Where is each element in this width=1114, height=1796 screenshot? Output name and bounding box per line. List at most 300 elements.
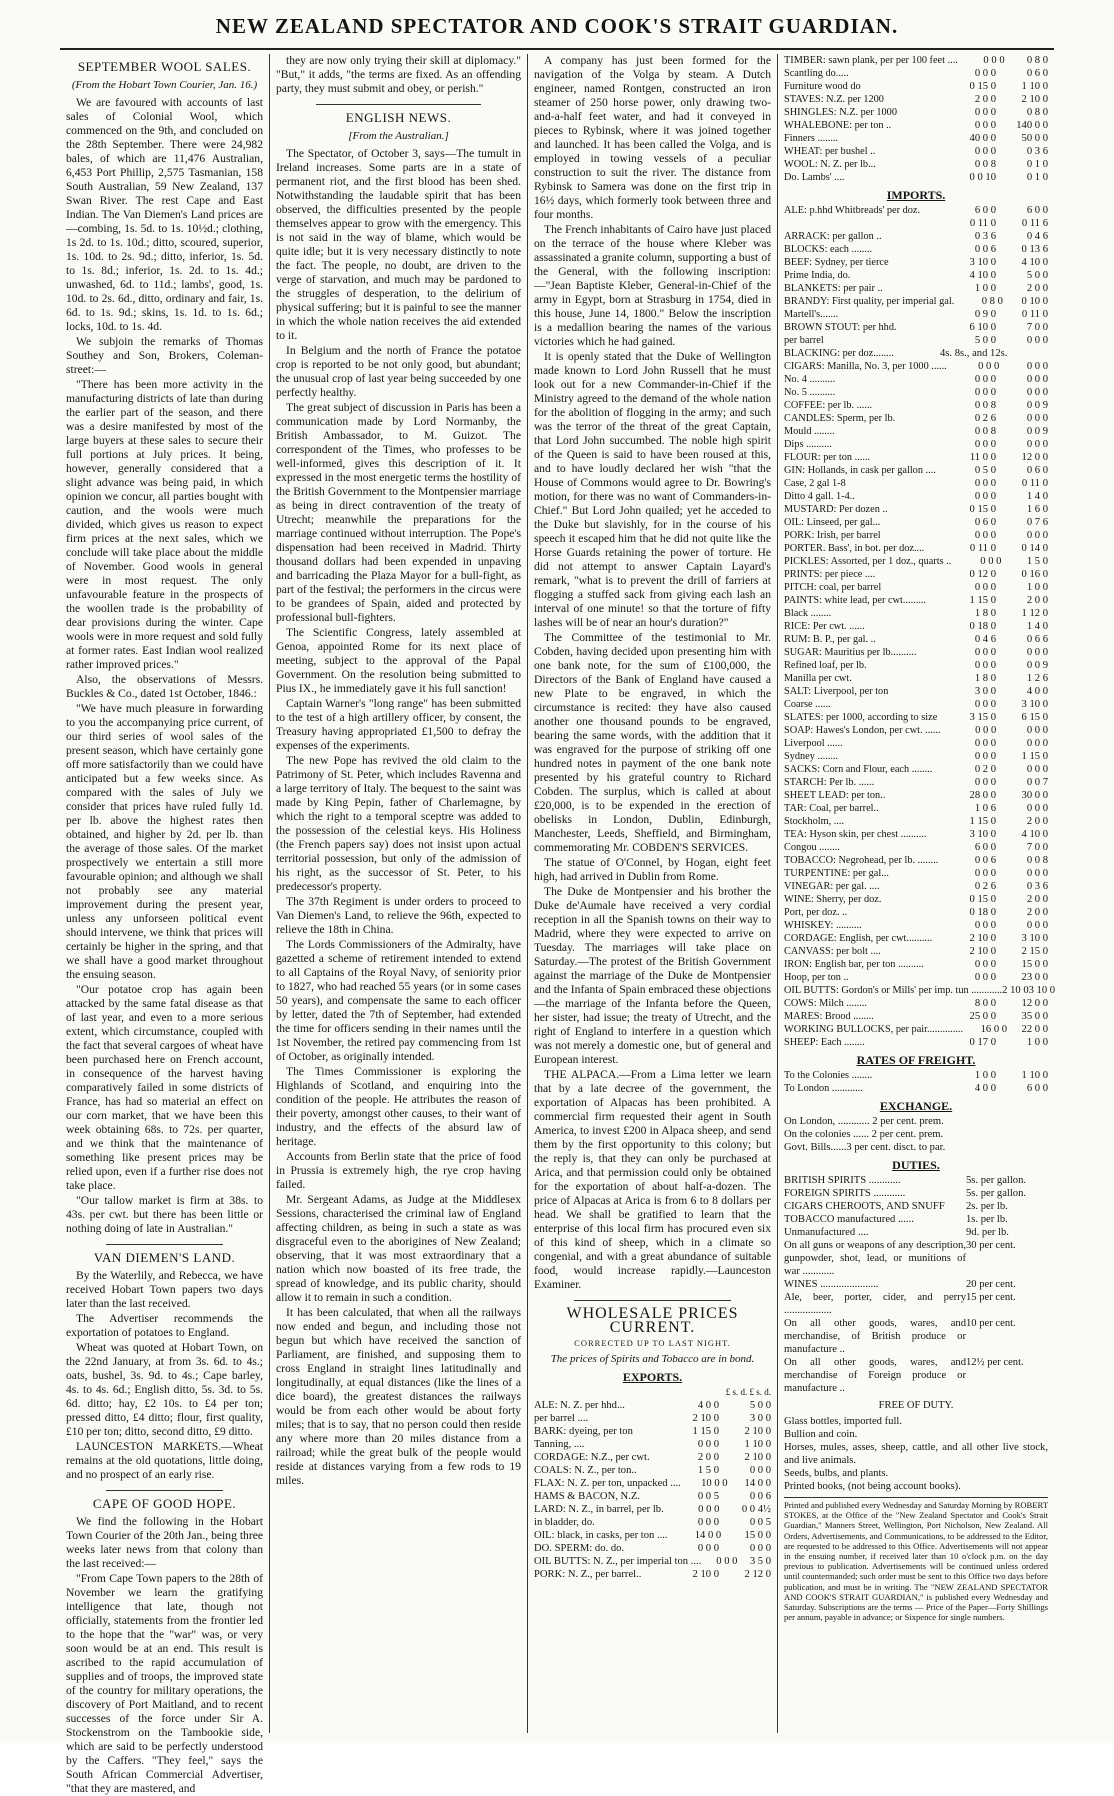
price-item: TEA: Hyson skin, per chest .......... <box>784 829 927 840</box>
price-item: MARES: Brood ........ <box>784 1011 874 1022</box>
price-item: FLOUR: per ton ...... <box>784 452 871 463</box>
price-high: 0 0 9 <box>1026 426 1048 437</box>
price-low: 8 0 0 <box>974 998 996 1009</box>
columns <box>60 54 1056 1795</box>
price-row <box>784 477 1048 490</box>
wholesale-note: The prices of Spirits and Tobacco are in bond. <box>550 1353 755 1365</box>
price-low: 2 10 0 <box>692 1569 719 1580</box>
price-high: 0 0 0 <box>1026 647 1048 658</box>
english-news-heading: ENGLISH NEWS. <box>345 110 452 125</box>
price-item: SUGAR: Mauritius per lb.......... <box>784 647 917 658</box>
price-low: 0 0 0 <box>697 1439 719 1450</box>
price-low: 1 8 0 <box>974 673 996 684</box>
cape-heading: CAPE OF GOOD HOPE. <box>92 1496 237 1511</box>
price-item: Mould ........ <box>784 426 835 437</box>
price-high: 0 0 0 <box>1026 920 1048 931</box>
price-low: 4 10 0 <box>969 270 996 281</box>
price-row <box>784 789 1048 802</box>
price-high: 1 0 0 <box>1026 1037 1048 1048</box>
price-item: OIL: Linseed, per gal... <box>784 517 881 528</box>
price-item: SHEEP: Each ........ <box>784 1037 865 1048</box>
price-row <box>784 906 1048 919</box>
paragraph: THE ALPACA.—From a Lima letter we learn that by a late decree of the government, the exportation of Alpacas has been prohibited. A commercial firm requested their agent in South America, to invest £200 in Alpaca sheep, and send them by the first opportunity to this colony; but the reply is, that they can only be purchased at Arica, and that permission could only be obtained for the exportation of about half-a-dozen. The price of Alpacas at Arica is from 6 to 8 dollars per head. We shall be gratified to learn that the enterprise of this local firm has procured even six of this kind of sheep, which in a climate so congenial, and with a great abundance of suitable food, would increase rapidly.—Launceston Examiner. <box>534 1068 771 1291</box>
price-high: 0 0 0 <box>1026 725 1048 736</box>
price-item: SALT: Liverpool, per ton <box>784 686 889 697</box>
price-low: 0 0 8 <box>974 400 996 411</box>
price-item: TURPENTINE: per gal... <box>784 868 889 879</box>
paragraph: Wheat was quoted at Hobart Town, on the 22nd January, at from 3s. 6d. to 4s.; oats, bushel, 3s. 9d. to 4s.; Cape barley, 4s. to 4s. 6d.; English ditto, 5s. 3d. to 5s. 6d. ditto; hay, £2 10s. to £4 per ton; pressed ditto, £4 ditto; flour, first quality, £10 per ton; ditto, second ditto, £9 ditto. <box>66 1341 263 1438</box>
duty-rate: 30 per cent. <box>966 1240 1016 1251</box>
duty-row <box>784 1200 1048 1213</box>
price-high: 0 0 0 <box>1026 387 1048 398</box>
price-high: 1 10 0 <box>1021 81 1048 92</box>
duty-item: CIGARS CHEROOTS, AND SNUFF <box>784 1201 945 1212</box>
price-item: PORK: N. Z., per barrel.. <box>534 1569 642 1580</box>
price-high: 1 4 0 <box>1026 621 1048 632</box>
price-high: 0 0 0 <box>749 1465 771 1476</box>
price-high: 15 0 0 <box>1021 959 1048 970</box>
price-item <box>784 217 940 230</box>
price-item: HAMS & BACON, N.Z. <box>534 1491 640 1502</box>
price-low: 6 0 0 <box>974 842 996 853</box>
price-item: BLACKING: per doz........ <box>784 348 894 359</box>
price-high: 4 0 0 <box>1026 686 1048 697</box>
price-low: 0 0 0 <box>974 146 996 157</box>
price-high: 2 10 0 <box>1021 94 1048 105</box>
price-row <box>784 542 1048 555</box>
price-item: per barrel <box>784 335 824 346</box>
price-low: 0 0 6 <box>974 244 996 255</box>
price-high: 6 15 0 <box>1021 712 1048 723</box>
price-item: PICKLES: Assorted, per 1 doz., quarts .. <box>784 556 952 567</box>
price-item: BRANDY: First quality, per imperial gal. <box>784 296 955 307</box>
price-row <box>784 724 1048 737</box>
price-row <box>784 802 1048 815</box>
paragraph: The 37th Regiment is under orders to proceed to Van Diemen's Land, to relieve the 96th, expected to relieve the 18th in China. <box>276 895 521 936</box>
price-item: Congou ........ <box>784 842 840 853</box>
price-row <box>784 360 1048 373</box>
exports-heading: EXPORTS. <box>622 1370 683 1384</box>
price-low: 0 15 0 <box>969 504 996 515</box>
price-low: 0 3 6 <box>974 231 996 242</box>
price-high: 1 10 0 <box>744 1439 771 1450</box>
divider <box>316 104 481 105</box>
price-row <box>784 204 1048 217</box>
price-high: 2 0 0 <box>1026 894 1048 905</box>
price-high: 0 0 0 <box>1026 738 1048 749</box>
english-news-body <box>276 147 521 1488</box>
price-low: 0 0 0 <box>978 361 1000 372</box>
price-item: STARCH: Per lb. ...... <box>784 777 875 788</box>
paragraph: In Belgium and the north of France the potatoe crop is reported to be not only good, but abundant; the unusual crop of last year being succeeded by one perfectly healthy. <box>276 344 521 399</box>
price-high: 6 0 0 <box>1026 1083 1048 1094</box>
price-item: CORDAGE: N.Z., per cwt. <box>534 1452 650 1463</box>
price-low: 0 0 8 <box>974 426 996 437</box>
price-high: 50 0 0 <box>1021 133 1048 144</box>
paragraph: We subjoin the remarks of Thomas Southey and Son, Brokers, Coleman-street:— <box>66 335 263 376</box>
price-row <box>784 958 1048 971</box>
price-low: 1 0 0 <box>974 283 996 294</box>
price-low: 4 0 0 <box>697 1400 719 1411</box>
price-high: 14 0 0 <box>744 1478 771 1489</box>
price-high: 5 0 0 <box>1026 270 1048 281</box>
price-row <box>534 1399 771 1412</box>
duty-rate: 10 per cent. <box>966 1318 1016 1329</box>
price-low: 2 0 0 <box>974 94 996 105</box>
price-row <box>784 451 1048 464</box>
price-low: 0 2 6 <box>974 881 996 892</box>
price-low: 0 0 0 <box>974 660 996 671</box>
price-high: 0 0 0 <box>1026 361 1048 372</box>
price-row <box>784 659 1048 672</box>
price-high: 23 0 0 <box>1021 972 1048 983</box>
price-row <box>784 269 1048 282</box>
price-row <box>784 971 1048 984</box>
paragraph: The Times Commissioner is exploring the Highlands of Scotland, and enquiring into the condition of the people. He attributes the reason of their poverty, amongst other causes, to their want of industry, and the effects of the absurd law of heritage. <box>276 1065 521 1148</box>
price-low: 1 0 0 <box>974 1070 996 1081</box>
price-item: BROWN STOUT: per hhd. <box>784 322 897 333</box>
duty-row <box>784 1356 1048 1395</box>
free-of-duty-heading: FREE OF DUTY. <box>878 1400 954 1411</box>
price-high: 0 3 6 <box>1026 881 1048 892</box>
price-low: 10 0 0 <box>701 1478 728 1489</box>
list-item: Glass bottles, imported full. <box>784 1416 902 1427</box>
paragraph: The Advertiser recommends the exportation of potatoes to England. <box>66 1312 263 1339</box>
price-high: 0 4 6 <box>1026 231 1048 242</box>
price-high: 3 10 0 <box>1021 699 1048 710</box>
price-high: 0 16 0 <box>1021 569 1048 580</box>
price-high: 2 12 0 <box>744 1569 771 1580</box>
price-item: MUSTARD: Per dozen .. <box>784 504 888 515</box>
price-item: GIN: Hollands, in cask per gallon .... <box>784 465 936 476</box>
price-row <box>534 1490 771 1503</box>
price-high: 0 0 9 <box>1026 400 1048 411</box>
price-item: Refined loaf, per lb. <box>784 660 867 671</box>
price-high: 30 0 0 <box>1021 790 1048 801</box>
duty-rate: 20 per cent. <box>966 1279 1016 1290</box>
price-row <box>534 1477 771 1490</box>
price-high: 0 0 0 <box>1026 803 1048 814</box>
price-low: 3 10 0 <box>969 257 996 268</box>
masthead: NEW ZEALAND SPECTATOR AND COOK'S STRAIT GUARDIAN. <box>215 14 899 38</box>
duty-row <box>784 1278 1048 1291</box>
price-low: 0 0 0 <box>975 725 997 736</box>
paragraph: Captain Warner's "long range" has been submitted to the test of a high artillery officer, by consent, the Treasury having appropriated £1,500 to defray the expenses of the experiments. <box>276 697 521 752</box>
paragraph: It has been calculated, that when all the railways now ended and begun, and including those not begun but which have received the sanction of Parliament, are finished, and supposing them to cross England in straight lines latitudinally and longitudinally, at equal distances (like the lines of a dice board), the greatest distances the railways would be from each other would be about forty miles; that is to say, that no person could then reside any where more than 20 miles distance from a railroad; while the great bulk of the people would reside at distances varying from a few rods to 19 miles. <box>276 1306 521 1487</box>
duty-item: Unmanufactured .... <box>784 1227 869 1238</box>
duty-rate: 9d. per lb. <box>966 1227 1009 1238</box>
price-item: Ditto 4 gall. 1-4.. <box>784 491 855 502</box>
column-2 <box>270 54 528 1733</box>
price-row <box>784 438 1048 451</box>
price-item: SOAP: Hawes's London, per cwt. ...... <box>784 725 941 736</box>
price-row <box>784 633 1048 646</box>
price-high: 0 11 0 <box>1021 309 1048 320</box>
price-low: 0 0 5 <box>697 1491 719 1502</box>
price-item: Liverpool ...... <box>784 738 843 749</box>
list-item: Bullion and coin. <box>784 1429 858 1440</box>
price-high: 1 5 0 <box>1026 556 1048 567</box>
price-high: 35 0 0 <box>1021 1011 1048 1022</box>
price-low: 1 15 0 <box>969 595 996 606</box>
price-item: Black ........ <box>784 608 832 619</box>
price-low: 0 0 0 <box>974 751 996 762</box>
price-low: 0 0 0 <box>974 920 996 931</box>
price-item: PORTER. Bass', in bot. per doz.... <box>784 543 925 554</box>
price-high: 0 1 0 <box>1026 159 1048 170</box>
price-row <box>784 464 1048 477</box>
column-4 <box>778 54 1054 1733</box>
price-row <box>534 1568 771 1581</box>
price-item: CANDLES: Sperm, per lb. <box>784 413 896 424</box>
divider <box>106 1490 223 1491</box>
paragraph: A company has just been formed for the navigation of the Volga by steam. A Dutch engineer, named Rontgen, constructed an iron steamer of 250 horse power, only drawing two-and-a-half feet water, and had it conveyed in pieces to Rybinsk, where it was joined together and launched. It has been called the Volga, and is employed in towing vessels of a peculiar construction to suit the river. The distance from Rybinsk to Samera was done on the first trip in 16½ days, which formerly took between three and four months. <box>534 54 771 221</box>
imports-heading: IMPORTS. <box>886 188 946 202</box>
price-high: 1 10 0 <box>1021 1070 1048 1081</box>
price-row <box>784 1010 1048 1023</box>
price-low: 0 15 0 <box>969 81 996 92</box>
publisher-imprint: Printed and published every Wednesday and Saturday Morning by ROBERT STOKES, at the Office of the "New Zealand Spectator and Cook's Strait Guardian," Manners Street, Wellington, Port Nicholson, New Zealand. All Orders, Advertisements, and Communications, to be addressed to the Editor, are requested to be addressed to this Office. Advertisements will not appear in the ensuing number, if received later than 10 o'clock p.m. on the day previous to publication. Advertisements will be continued unless ordered until countermanded; such order must be sent to this Office two days before publication, and must be in writing. The "NEW ZEALAND SPECTATOR AND COOK'S STRAIT GUARDIAN," is published every Wednesday and Saturday. Subscriptions are the terms — Price of the Paper—Forty Shillings per annum, payable in advance; or Sixpence for single numbers. <box>784 1497 1048 1622</box>
price-item: DO. SPERM: do. do. <box>534 1543 625 1554</box>
price-high: 3 10 0 <box>1021 933 1048 944</box>
price-item: No. 5 .......... <box>784 387 836 398</box>
price-row <box>784 763 1048 776</box>
price-item: FLAX: N. Z. per ton, unpacked .... <box>534 1478 681 1489</box>
price-item: OIL BUTTS: Gordon's or Mills' per imp. tun ............ <box>784 985 1003 996</box>
price-high: 0 13 6 <box>1021 244 1048 255</box>
price-low: 0 4 6 <box>974 634 996 645</box>
price-low: 40 0 0 <box>969 133 996 144</box>
wool-sales-source: (From the Hobart Town Courier, Jan. 16.) <box>71 79 258 91</box>
price-item: No. 4 .......... <box>784 374 836 385</box>
price-item: CANVASS: per bolt .... <box>784 946 881 957</box>
price-low: 4s. 8s., and 12s. <box>940 348 1008 359</box>
price-low: 0 11 0 <box>969 218 996 229</box>
price-high: 0 0 0 <box>1026 530 1048 541</box>
price-low: 0 0 0 <box>974 439 996 450</box>
paragraph: Accounts from Berlin state that the price of food in Prussia is extremely high, the rye crop having failed. <box>276 1150 521 1191</box>
price-high: 2 0 0 <box>1026 595 1048 606</box>
price-row <box>784 425 1048 438</box>
duty-rate: 12½ per cent. <box>966 1357 1024 1368</box>
price-row <box>784 776 1048 789</box>
price-row <box>784 119 1048 132</box>
price-low: 0 0 0 <box>698 1504 720 1515</box>
price-row <box>784 80 1048 93</box>
price-low: 1 15 0 <box>969 816 996 827</box>
price-low: 0 0 0 <box>974 738 996 749</box>
price-item: TOBACCO: Negrohead, per lb. ........ <box>784 855 939 866</box>
price-high: 1 0 0 <box>1026 582 1048 593</box>
price-row <box>784 373 1048 386</box>
paragraph: Also, the observations of Messrs. Buckles & Co., dated 1st October, 1846.: <box>66 673 263 700</box>
price-item: TIMBER: sawn plank, per per 100 feet .... <box>784 55 958 66</box>
price-item: SHEET LEAD: per ton.. <box>784 790 886 801</box>
price-high: 0 6 0 <box>1026 465 1048 476</box>
price-row <box>534 1529 771 1542</box>
price-low: 2 10 0 <box>1002 985 1029 996</box>
price-row <box>534 1555 771 1568</box>
price-item: Manilla per cwt. <box>784 673 852 684</box>
price-item: ARRACK: per gallon .. <box>784 231 882 242</box>
price-row <box>534 1451 771 1464</box>
price-row <box>534 1503 771 1516</box>
price-row <box>784 815 1048 828</box>
price-low: 0 9 0 <box>974 309 996 320</box>
price-low: 0 0 8 <box>974 159 996 170</box>
vdl-heading: VAN DIEMEN'S LAND. <box>93 1250 236 1265</box>
duty-rate: 5s. per gallon. <box>966 1175 1027 1186</box>
column-1 <box>60 54 270 1795</box>
vdl-body <box>66 1269 263 1482</box>
price-item: Scantling do..... <box>784 68 849 79</box>
list-item: Govt. Bills......3 per cent. disct. to par. <box>784 1142 946 1153</box>
paragraph: The great subject of discussion in Paris has been a communication made by Lord Normanby, the British Ambassador, to M. Guizot. The correspondent of the Times, who professes to be well-informed, gives this description of it. It expressed in the most energetic terms the hostility of the British Government to the Montpensier marriage as being in direct contravention of the treaty of Utrecht; meanwhile the preparations for the marriage continued without interruption. The Pope's dispensation had been received in Madrid. Thirty thousand dollars had been expended in unpaving and barricading the Plaza Mayor for a bull-fight, as part of the festival; the performers in the circus were to be grandees of Spain, aided and protected by professional bull-fighters. <box>276 401 521 624</box>
price-row <box>784 386 1048 399</box>
price-low: 6 0 0 <box>974 205 996 216</box>
price-low: 0 2 6 <box>974 413 996 424</box>
price-low: 0 0 0 <box>697 1543 719 1554</box>
price-row <box>784 646 1048 659</box>
price-low: 14 0 0 <box>694 1530 722 1541</box>
price-low: 0 0 0 <box>974 120 996 131</box>
price-high: 0 11 0 <box>1021 478 1048 489</box>
price-item: PAINTS: white lead, per cwt......... <box>784 595 927 606</box>
price-item: Finners ........ <box>784 133 839 144</box>
paragraph: "From Cape Town papers to the 28th of November we learn the gratifying intelligence that late, though not officially, statements from the frontier led to the hope that the "war" was, or very soon would be at an end. This result is ascribed to the rapid accumulation of supplies and of troops, the improved state of the country for military operations, the discovery of Port Maitland, and to recent successes of the force under Sir A. Stockenstrom on the Tambookie side, which are said to be perfectly understood by the Caffers. "They feel," says the South African Commercial Advertiser, "that they are mastered, and <box>66 1572 263 1795</box>
price-low: 0 0 0 <box>974 972 996 983</box>
price-high: 2 15 0 <box>1021 946 1048 957</box>
duty-rate: 1s. per lb. <box>966 1214 1008 1225</box>
exchange-list <box>784 1115 1048 1154</box>
duties-heading: DUTIES. <box>892 1158 940 1172</box>
wool-sales-body <box>66 96 263 1236</box>
price-low: 0 5 0 <box>974 465 996 476</box>
price-high: 4 10 0 <box>1021 829 1048 840</box>
paragraph: Mr. Sergeant Adams, as Judge at the Middlesex Sessions, characterised the criminal law of England affecting children, as being in such a state as was disgraceful even to the aborigines of New Zealand; observing, that it was most extraordinary that a nation which now boasted of its free trade, the spread of knowledge, and its public charity, should allow it to remain in such a condition. <box>276 1193 521 1304</box>
paragraph: We find the following in the Hobart Town Courier of the 20th Jan., being three weeks later news from that colony than the last received:— <box>66 1515 263 1570</box>
english-news-source: [From the Australian.] <box>348 130 449 142</box>
price-low: 0 0 10 <box>969 172 996 183</box>
price-item: CORDAGE: English, per cwt.......... <box>784 933 933 944</box>
price-low: 1 0 6 <box>974 803 996 814</box>
price-item: RICE: Per cwt. ...... <box>784 621 865 632</box>
price-high: 0 0 0 <box>1026 374 1048 385</box>
paragraph: The statue of O'Connel, by Hogan, eight feet high, had arrived in Dublin from Rome. <box>534 856 771 883</box>
price-low: 0 0 0 <box>974 647 996 658</box>
wholesale-subtitle: CORRECTED UP TO LAST NIGHT. <box>574 1338 731 1348</box>
price-item: Prime India, do. <box>784 270 851 281</box>
price-high: 1 6 0 <box>1026 504 1048 515</box>
price-low: 2 10 0 <box>969 933 996 944</box>
price-item: SACKS: Corn and Flour, each ........ <box>784 764 933 775</box>
price-high: 6 0 0 <box>1026 205 1048 216</box>
price-row <box>784 93 1048 106</box>
exports-table-continued <box>784 54 1048 184</box>
price-low: 0 0 0 <box>974 699 996 710</box>
price-row <box>534 1464 771 1477</box>
price-row <box>784 828 1048 841</box>
exports-table <box>534 1399 771 1581</box>
price-high: 0 10 0 <box>1021 296 1048 307</box>
price-row <box>784 737 1048 750</box>
paragraph: The Duke de Montpensier and his brother the Duke de'Aumale have received a very cordial reception in all the Spanish towns on their way to Madrid, where they were expected to arrive on Tuesday. The marriages will take place on Saturday.—The protest of the British Government against the marriage of the Duke de Montpensier and the Infanta of Spain embraced these objections—the marriage of the Infanta before the Queen, her sister, had issue; the treaty of Utrecht, and the right of England to interfere in a question which was not merely a domestic one, but of general and European interest. <box>534 885 771 1066</box>
price-row <box>784 503 1048 516</box>
price-high: 0 0 0 <box>1026 439 1048 450</box>
price-row <box>784 230 1048 243</box>
price-high: 0 0 0 <box>1026 868 1048 879</box>
price-item: Dips .......... <box>784 439 832 450</box>
duty-row <box>784 1291 1048 1317</box>
price-item: Furniture wood do <box>784 81 861 92</box>
duty-item: WINES ...................... <box>784 1279 879 1290</box>
list-item: Printed books, (not being account books). <box>784 1481 961 1492</box>
duty-rate: 5s. per gallon. <box>966 1188 1027 1199</box>
units-row: £ s. d. £ s. d. <box>725 1387 771 1397</box>
price-low: 28 0 0 <box>969 790 996 801</box>
masthead-rule <box>60 48 1054 50</box>
price-low: 0 0 0 <box>716 1556 738 1567</box>
duty-row <box>784 1187 1048 1200</box>
price-row <box>784 529 1048 542</box>
price-low: 0 0 0 <box>974 491 996 502</box>
price-high: 0 6 6 <box>1026 634 1048 645</box>
price-item: BARK: dyeing, per ton <box>534 1426 633 1437</box>
price-row <box>784 750 1048 763</box>
price-item: COALS: N. Z., per ton.. <box>534 1465 637 1476</box>
price-row <box>784 607 1048 620</box>
price-row <box>784 581 1048 594</box>
price-item: STAVES: N.Z. per 1200 <box>784 94 884 105</box>
price-high: 0 0 0 <box>1026 335 1048 346</box>
price-row <box>784 568 1048 581</box>
price-row <box>784 490 1048 503</box>
price-row <box>784 347 1048 360</box>
duty-rate: 2s. per lb. <box>966 1201 1008 1212</box>
price-high: 0 3 6 <box>1026 146 1048 157</box>
list-item: Horses, mules, asses, sheep, cattle, and all other live stock, and live animals. <box>784 1442 1048 1466</box>
imports-table <box>784 204 1056 1049</box>
price-row <box>784 620 1048 633</box>
price-row <box>784 256 1048 269</box>
price-low: 0 0 0 <box>974 374 996 385</box>
price-low: 0 0 0 <box>974 478 996 489</box>
price-high: 0 0 0 <box>749 1543 771 1554</box>
price-item: Martell's....... <box>784 309 839 320</box>
price-high: 7 0 0 <box>1026 842 1048 853</box>
duty-item: On all guns or weapons of any description, gunpowder, shot, lead, or munitions of war ............ <box>784 1240 966 1277</box>
price-high: 0 7 6 <box>1026 517 1048 528</box>
price-low: 5 0 0 <box>974 335 996 346</box>
price-item: PITCH: coal, per barrel <box>784 582 882 593</box>
price-row <box>784 854 1048 867</box>
price-low: 6 10 0 <box>969 322 996 333</box>
price-item: COFFEE: per lb. ...... <box>784 400 873 411</box>
price-item: BLANKETS: per pair .. <box>784 283 883 294</box>
price-row <box>784 932 1048 945</box>
price-item: PORK: Irish, per barrel <box>784 530 881 541</box>
wholesale-title: WHOLESALE PRICES CURRENT. <box>566 1305 739 1336</box>
price-high: 0 0 4½ <box>741 1504 771 1515</box>
exchange-heading: EXCHANGE. <box>879 1099 953 1113</box>
price-item: Port, per doz. .. <box>784 907 848 918</box>
price-low: 0 18 0 <box>969 907 996 918</box>
price-low: 0 0 0 <box>974 868 996 879</box>
price-low: 0 2 0 <box>974 764 996 775</box>
divider <box>106 1244 223 1245</box>
price-low: 0 0 0 <box>974 68 996 79</box>
price-row <box>784 1023 1048 1036</box>
